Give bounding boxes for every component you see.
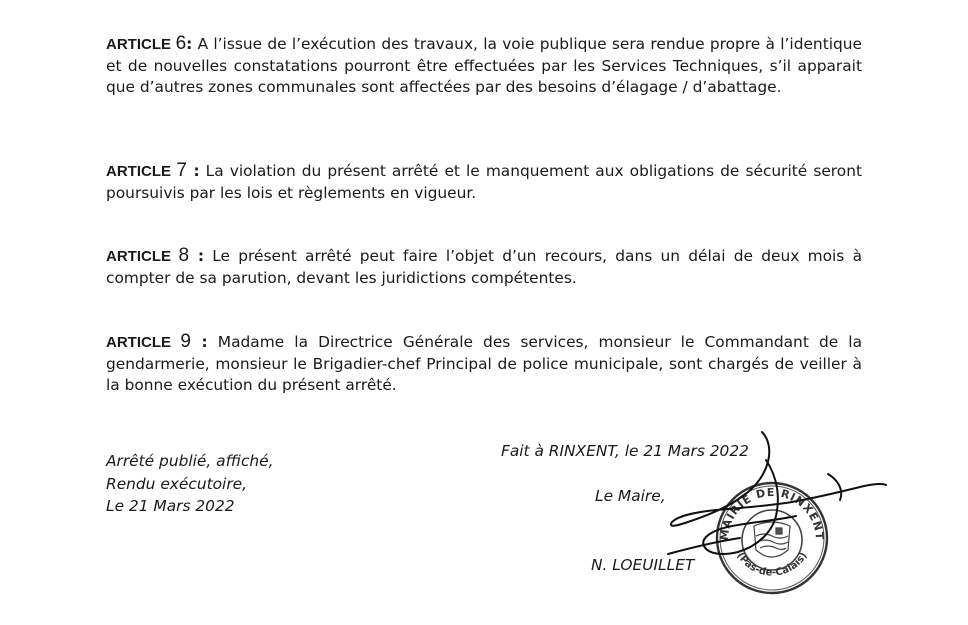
article-7: [106, 160, 862, 204]
article-6-label: ARTICLE: [106, 36, 176, 53]
mayor-name: N. LOEUILLET: [591, 556, 695, 574]
article-6: [106, 33, 862, 99]
article-9-label: ARTICLE: [106, 334, 181, 351]
article-9-text: Madame la Directrice Générale des services, monsieur le Commandant de la gendarmerie, monsieur le Brigadier-chef Principal de police municipale, sont chargés de veiller à la bonne exécution du présent arrêté.: [106, 333, 863, 394]
article-6-number: 6: [175, 33, 187, 54]
publication-line-3: Le 21 Mars 2022: [106, 497, 235, 515]
article-7-separator: :: [186, 162, 200, 180]
article-6-text: A l’issue de l’exécution des travaux, la voie publique sera rendue propre à l’identique et de nouvelles constatations pourront être effectuées par les Services Techniques, s’il apparait que d’autres zones communales sont affectées par des besoins d’élagage / d’abattage.: [106, 35, 862, 96]
article-8-label: ARTICLE: [106, 248, 179, 265]
mayor-role: Le Maire,: [595, 487, 666, 505]
mayor-signature: [650, 420, 890, 590]
article-9-number: 9: [180, 331, 191, 352]
article-6-separator: :: [186, 35, 193, 53]
article-7-number: 7: [176, 160, 187, 181]
article-9: [106, 331, 862, 397]
seal-bottom-text: (Pas-de-Calais): [734, 550, 810, 579]
article-7-label: ARTICLE: [106, 163, 177, 180]
article-8-text: Le présent arrêté peut faire l’objet d’un recours, dans un délai de deux mois à compter de sa parution, devant les juridictions compétentes.: [106, 247, 863, 287]
article-8: [106, 245, 862, 289]
publication-line-1: Arrêté publié, affiché,: [106, 452, 274, 470]
seal-top-text: MAIRIE DE RINXENT: [717, 485, 827, 542]
place-date: Fait à RINXENT, le 21 Mars 2022: [501, 442, 749, 460]
article-8-separator: :: [189, 247, 204, 265]
article-7-text: La violation du présent arrêté et le manquement aux obligations de sécurité seront poursuivis par les lois et règlements en vigueur.: [106, 162, 863, 202]
article-9-separator: :: [190, 333, 208, 351]
article-8-number: 8: [178, 245, 190, 266]
publication-line-2: Rendu exécutoire,: [106, 475, 248, 493]
